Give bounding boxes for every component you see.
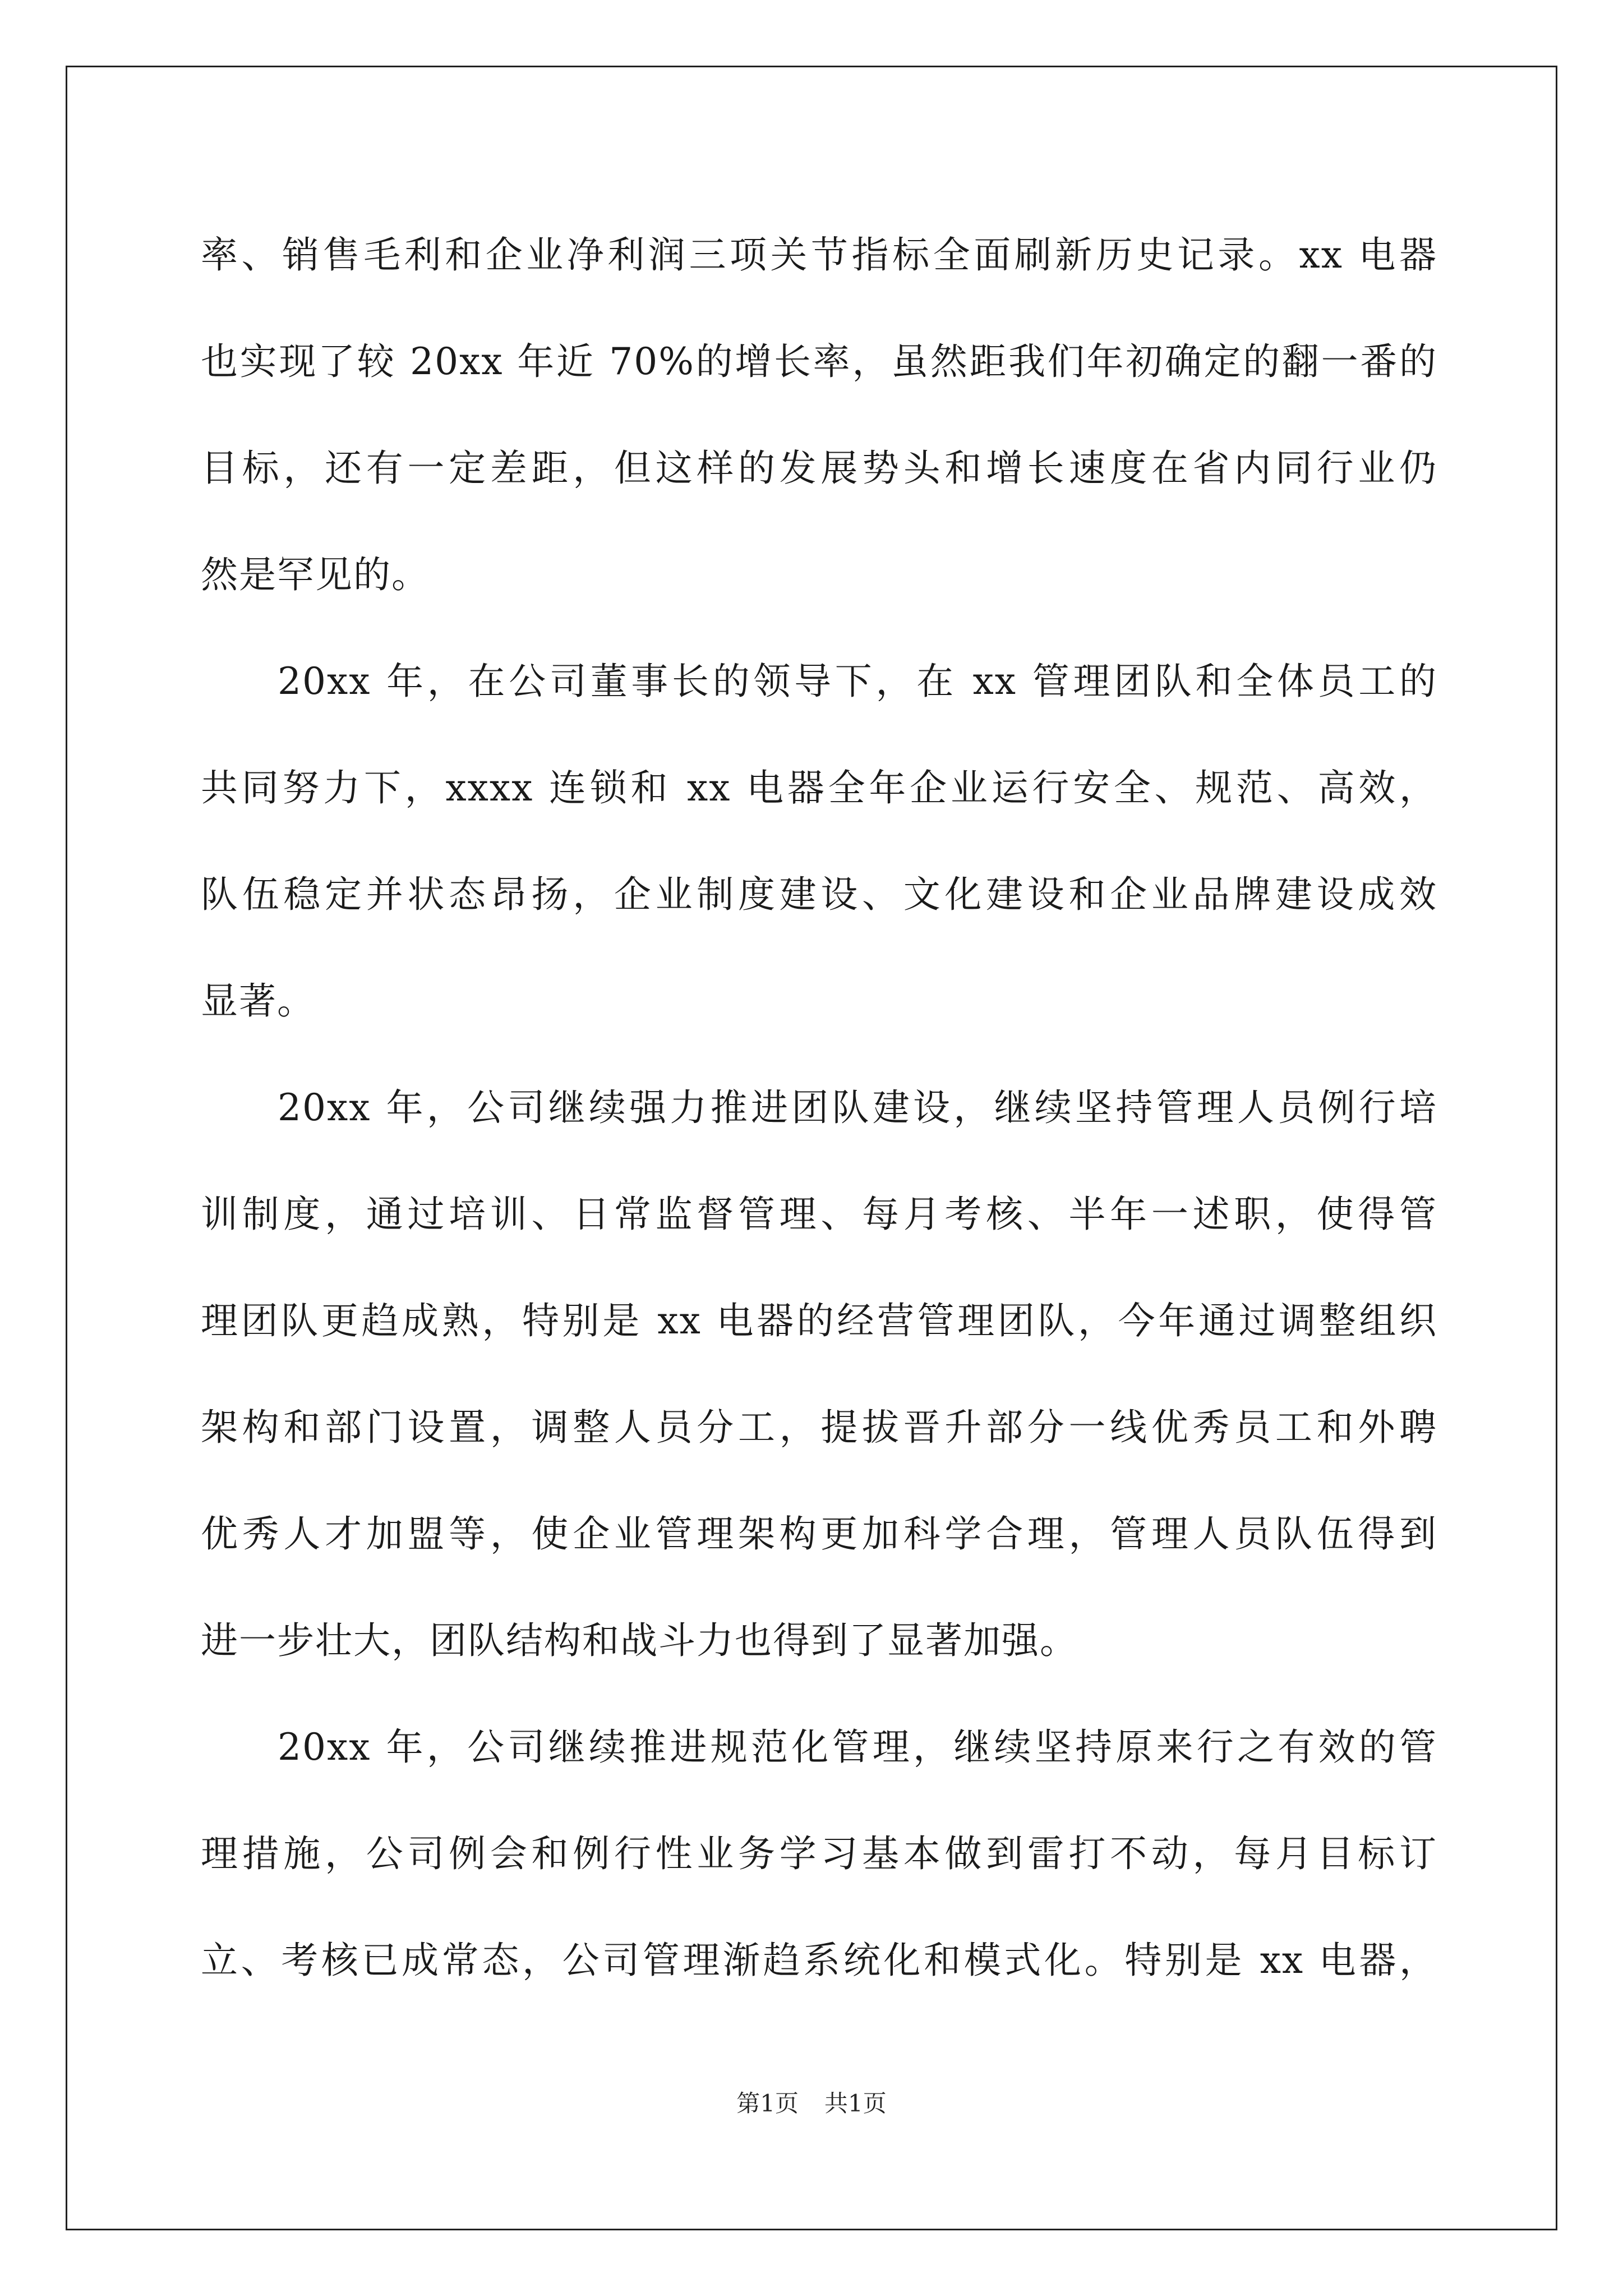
text-line: 队伍稳定并状态昂扬，企业制度建设、文化建设和企业品牌建设成效	[201, 873, 1437, 916]
text-line: 立、考核已成常态，公司管理渐趋系统化和模式化。特别是 xx 电器，	[201, 1939, 1437, 1982]
paragraph-1	[201, 213, 1437, 639]
text-line: 目标，还有一定差距，但这样的发展势头和增长速度在省内同行业仍	[201, 447, 1437, 490]
text-line: 也实现了较 20xx 年近 70%的增长率，虽然距我们年初确定的翻一番的	[201, 340, 1437, 383]
page-number: 第1页	[736, 2090, 799, 2117]
text-line: 率、销售毛利和企业净利润三项关节指标全面刷新历史记录。xx 电器	[201, 233, 1437, 277]
text-line: 进一步壮大，团队结构和战斗力也得到了显著加强。	[201, 1619, 1078, 1662]
text-line: 优秀人才加盟等，使企业管理架构更加科学合理，管理人员队伍得到	[201, 1512, 1437, 1556]
paragraph-4	[201, 1705, 1437, 2025]
paragraph-2	[201, 639, 1437, 1066]
text-line: 20xx 年，公司继续强力推进团队建设，继续坚持管理人员例行培	[278, 1086, 1437, 1129]
text-line: 理团队更趋成熟，特别是 xx 电器的经营管理团队，今年通过调整组织	[201, 1299, 1437, 1342]
page-total: 共1页	[824, 2090, 887, 2117]
document-body	[201, 213, 1437, 2025]
page-footer	[0, 2087, 1623, 2120]
text-line: 架构和部门设置，调整人员分工，提拔晋升部分一线优秀员工和外聘	[201, 1406, 1437, 1449]
paragraph-3	[201, 1066, 1437, 1705]
text-line: 20xx 年，公司继续推进规范化管理，继续坚持原来行之有效的管	[278, 1726, 1437, 1769]
text-line: 然是罕见的。	[201, 553, 430, 596]
text-line: 共同努力下，xxxx 连锁和 xx 电器全年企业运行安全、规范、高效，	[201, 766, 1437, 809]
text-line: 训制度，通过培训、日常监督管理、每月考核、半年一述职，使得管	[201, 1193, 1437, 1236]
text-line: 理措施，公司例会和例行性业务学习基本做到雷打不动，每月目标订	[201, 1832, 1437, 1875]
text-line: 20xx 年，在公司董事长的领导下，在 xx 管理团队和全体员工的	[278, 660, 1437, 703]
text-line: 显著。	[201, 979, 315, 1023]
